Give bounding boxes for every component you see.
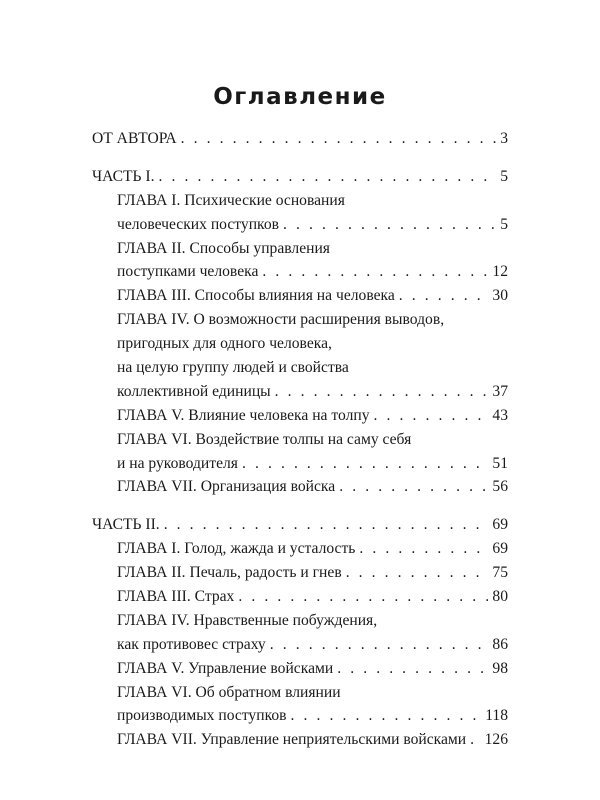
dot-leader bbox=[359, 537, 488, 561]
toc-chapter-title: ГЛАВА VI. Воздействие толпы на саму себя bbox=[117, 430, 412, 448]
toc-page-number: 86 bbox=[492, 635, 508, 653]
toc-chapter-entry[interactable] bbox=[92, 260, 508, 284]
toc-page-number: 5 bbox=[500, 215, 508, 233]
dot-leader bbox=[399, 284, 489, 308]
toc-page-number: 43 bbox=[492, 406, 508, 424]
toc-part-2[interactable] bbox=[92, 513, 508, 537]
toc-page-number: 69 bbox=[492, 516, 508, 534]
section-spacer bbox=[92, 499, 508, 513]
table-of-contents bbox=[92, 127, 508, 752]
toc-page-number: 56 bbox=[492, 478, 508, 496]
toc-chapter-title: ГЛАВА I. Психические основания bbox=[117, 191, 345, 209]
toc-chapter-line[interactable] bbox=[92, 428, 508, 452]
toc-page-number: 37 bbox=[492, 382, 508, 400]
dot-leader bbox=[283, 213, 496, 237]
toc-entry-label: ОТ АВТОРА bbox=[92, 130, 177, 147]
toc-chapter-title: ГЛАВА II. Способы управления bbox=[117, 239, 330, 257]
dot-leader bbox=[275, 380, 489, 404]
toc-chapter-entry[interactable] bbox=[92, 537, 508, 561]
toc-page-number: 98 bbox=[492, 659, 508, 677]
toc-chapter-title: ГЛАВА V. Влияние человека на толпу bbox=[117, 406, 370, 424]
toc-chapter-title: ГЛАВА IV. Нравственные побуждения, bbox=[117, 611, 378, 629]
toc-chapter-title: коллективной единицы bbox=[117, 382, 271, 400]
toc-chapter-title: на целую группу людей и свойства bbox=[117, 359, 349, 377]
dot-leader bbox=[242, 452, 488, 476]
dot-leader bbox=[291, 704, 482, 728]
toc-chapter-line[interactable] bbox=[92, 356, 508, 380]
toc-chapter-entry[interactable] bbox=[92, 633, 508, 657]
toc-chapter-entry[interactable] bbox=[92, 704, 508, 728]
toc-chapter-title: поступками человека bbox=[117, 263, 259, 281]
toc-chapter-entry[interactable] bbox=[92, 380, 508, 404]
toc-chapter-entry[interactable] bbox=[92, 585, 508, 609]
toc-chapter-title: и на руководителя bbox=[117, 454, 238, 472]
toc-chapter-title: ГЛАВА I. Голод, жажда и усталость bbox=[117, 540, 356, 558]
dot-leader bbox=[270, 633, 489, 657]
toc-chapter-title: ГЛАВА VI. Об обратном влиянии bbox=[117, 683, 341, 701]
toc-chapter-entry[interactable] bbox=[92, 657, 508, 681]
toc-chapter-title: ГЛАВА VII. Управление неприятельскими войсками bbox=[117, 731, 467, 749]
toc-chapter-entry[interactable] bbox=[92, 284, 508, 308]
toc-part-label: ЧАСТЬ II. bbox=[92, 516, 160, 534]
toc-page-number: 30 bbox=[492, 287, 508, 305]
toc-page-number: 12 bbox=[492, 263, 508, 281]
toc-chapter-entry[interactable] bbox=[92, 475, 508, 499]
toc-chapter-title: как противовес страху bbox=[117, 635, 266, 653]
toc-chapter-title: человеческих поступков bbox=[117, 215, 279, 233]
section-spacer bbox=[92, 151, 508, 165]
toc-chapter-title: ГЛАВА III. Способы влияния на человека bbox=[117, 287, 395, 305]
dot-leader bbox=[374, 404, 489, 428]
toc-page-number: 3 bbox=[500, 130, 508, 147]
toc-chapter-title: пригодных для одного человека, bbox=[117, 335, 332, 353]
toc-chapter-title: ГЛАВА V. Управление войсками bbox=[117, 659, 334, 677]
page-title: Оглавление bbox=[213, 84, 387, 110]
toc-chapter-entry[interactable] bbox=[92, 728, 508, 752]
dot-leader bbox=[181, 127, 497, 151]
dot-leader bbox=[337, 657, 488, 681]
toc-chapter-line[interactable] bbox=[92, 308, 508, 332]
toc-chapter-title: ГЛАВА VII. Организация войска bbox=[117, 478, 336, 496]
dot-leader bbox=[470, 728, 481, 752]
toc-chapter-entry[interactable] bbox=[92, 404, 508, 428]
toc-entry-author[interactable] bbox=[92, 127, 508, 151]
toc-chapter-title: ГЛАВА III. Страх bbox=[117, 588, 235, 606]
toc-part-label: ЧАСТЬ I. bbox=[92, 167, 155, 185]
toc-chapter-line[interactable] bbox=[92, 189, 508, 213]
dot-leader bbox=[159, 165, 497, 189]
toc-chapter-entry[interactable] bbox=[92, 213, 508, 237]
toc-chapter-title: производимых поступков bbox=[117, 707, 287, 725]
toc-chapter-line[interactable] bbox=[92, 332, 508, 356]
toc-page-number: 80 bbox=[492, 588, 508, 606]
toc-page-number: 69 bbox=[492, 540, 508, 558]
toc-page-number: 75 bbox=[492, 564, 508, 582]
dot-leader bbox=[346, 561, 489, 585]
toc-page-number: 126 bbox=[484, 731, 508, 749]
dot-leader bbox=[262, 260, 488, 284]
dot-leader bbox=[164, 513, 489, 537]
toc-page-number: 5 bbox=[500, 167, 508, 185]
toc-chapter-line[interactable] bbox=[92, 237, 508, 261]
toc-chapter-entry[interactable] bbox=[92, 452, 508, 476]
toc-chapter-title: ГЛАВА II. Печаль, радость и гнев bbox=[117, 564, 342, 582]
toc-chapter-line[interactable] bbox=[92, 609, 508, 633]
toc-chapter-line[interactable] bbox=[92, 681, 508, 705]
toc-chapter-entry[interactable] bbox=[92, 561, 508, 585]
dot-leader bbox=[238, 585, 488, 609]
dot-leader bbox=[339, 475, 488, 499]
toc-chapter-title: ГЛАВА IV. О возможности расширения выводов, bbox=[117, 311, 445, 329]
toc-page-number: 118 bbox=[485, 707, 508, 725]
toc-page-number: 51 bbox=[492, 454, 508, 472]
toc-part-1[interactable] bbox=[92, 165, 508, 189]
